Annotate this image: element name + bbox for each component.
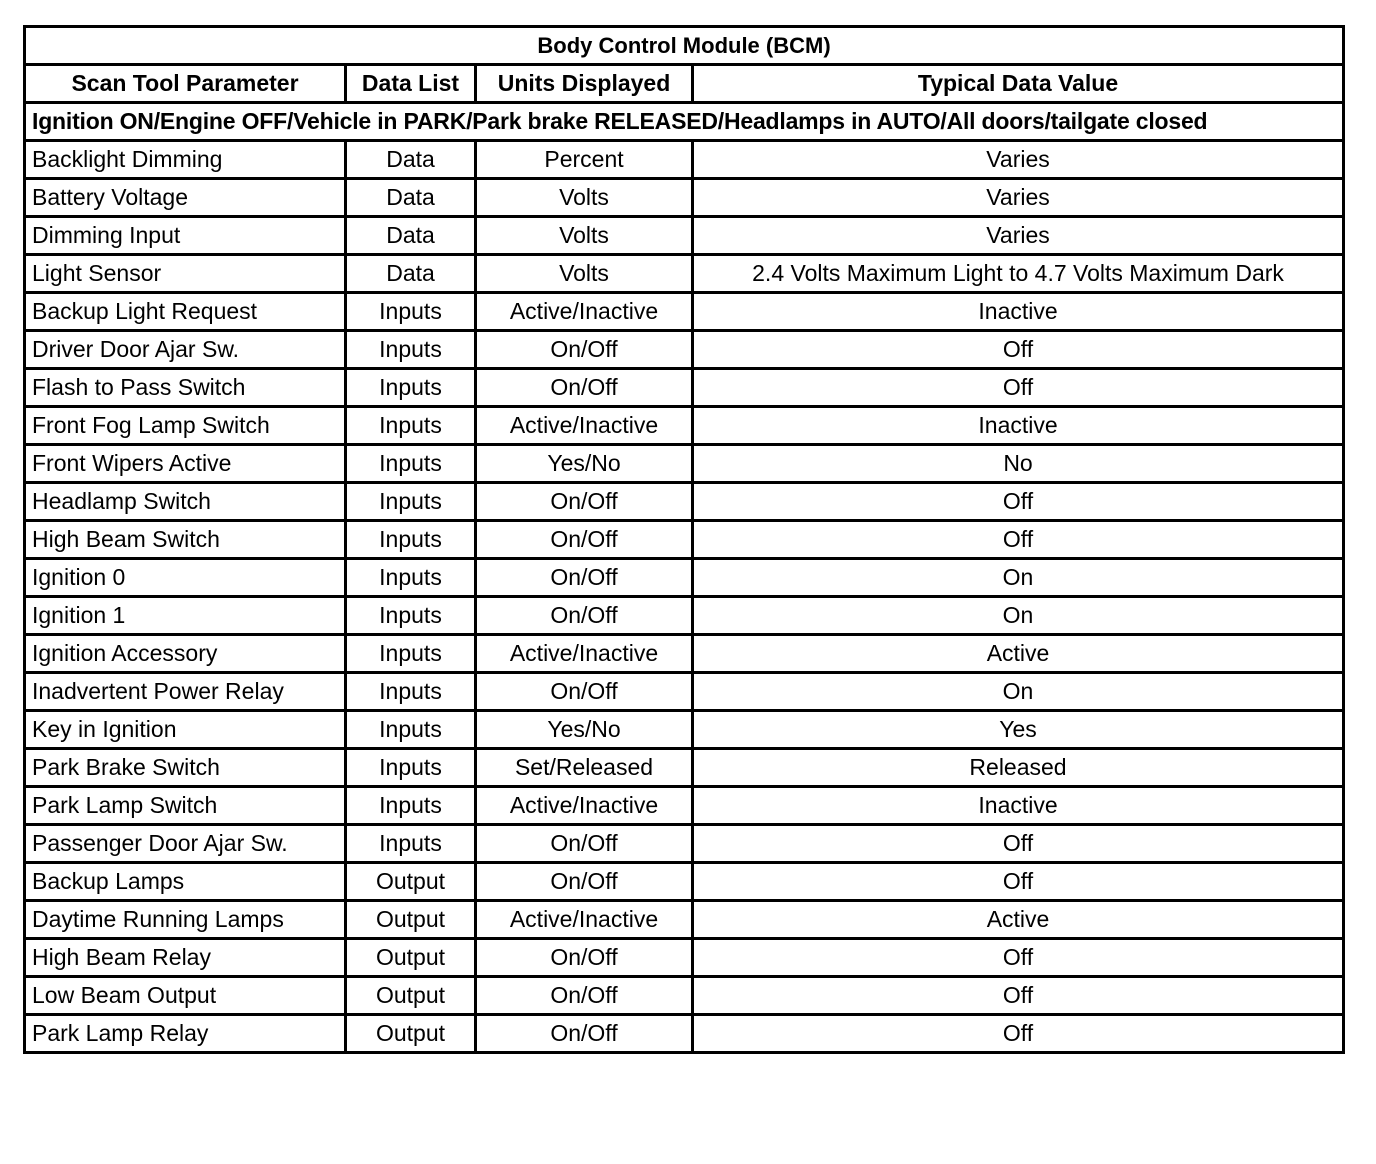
typical-value-cell: Inactive <box>693 407 1344 445</box>
table-row <box>25 293 1344 331</box>
typical-value-cell: Active <box>693 635 1344 673</box>
data-list-cell: Inputs <box>346 483 476 521</box>
units-cell: On/Off <box>476 825 693 863</box>
typical-value-cell: Off <box>693 369 1344 407</box>
test-condition: Ignition ON/Engine OFF/Vehicle in PARK/Park brake RELEASED/Headlamps in AUTO/All doors/tailgate closed <box>25 103 1344 141</box>
table-row <box>25 331 1344 369</box>
table-row <box>25 635 1344 673</box>
units-cell: On/Off <box>476 1015 693 1053</box>
typical-value-cell: No <box>693 445 1344 483</box>
data-list-cell: Inputs <box>346 331 476 369</box>
header-typical-data-value: Typical Data Value <box>693 65 1344 103</box>
table-row <box>25 939 1344 977</box>
parameter-cell: Key in Ignition <box>25 711 346 749</box>
units-cell: On/Off <box>476 559 693 597</box>
table-row <box>25 749 1344 787</box>
header-scan-tool-parameter: Scan Tool Parameter <box>25 65 346 103</box>
table-row <box>25 977 1344 1015</box>
table-row <box>25 445 1344 483</box>
units-cell: On/Off <box>476 673 693 711</box>
typical-value-cell: Off <box>693 1015 1344 1053</box>
data-list-cell: Data <box>346 255 476 293</box>
table-row <box>25 901 1344 939</box>
condition-row <box>25 103 1344 141</box>
units-cell: On/Off <box>476 331 693 369</box>
table-row <box>25 711 1344 749</box>
typical-value-cell: Off <box>693 825 1344 863</box>
table-row <box>25 141 1344 179</box>
table-row <box>25 369 1344 407</box>
parameter-cell: Front Wipers Active <box>25 445 346 483</box>
typical-value-cell: Released <box>693 749 1344 787</box>
typical-value-cell: Off <box>693 331 1344 369</box>
table-row <box>25 255 1344 293</box>
parameter-cell: Battery Voltage <box>25 179 346 217</box>
typical-value-cell: Off <box>693 977 1344 1015</box>
data-list-cell: Inputs <box>346 293 476 331</box>
data-list-cell: Inputs <box>346 597 476 635</box>
typical-value-cell: Off <box>693 863 1344 901</box>
table-row <box>25 863 1344 901</box>
table-title: Body Control Module (BCM) <box>25 27 1344 65</box>
typical-value-cell: On <box>693 597 1344 635</box>
units-cell: On/Off <box>476 521 693 559</box>
data-list-cell: Inputs <box>346 445 476 483</box>
units-cell: On/Off <box>476 863 693 901</box>
data-list-cell: Inputs <box>346 711 476 749</box>
parameter-cell: High Beam Relay <box>25 939 346 977</box>
typical-value-cell: Inactive <box>693 293 1344 331</box>
typical-value-cell: 2.4 Volts Maximum Light to 4.7 Volts Maximum Dark <box>693 255 1344 293</box>
units-cell: On/Off <box>476 369 693 407</box>
table-row <box>25 1015 1344 1053</box>
units-cell: On/Off <box>476 483 693 521</box>
table-row <box>25 559 1344 597</box>
parameter-cell: Headlamp Switch <box>25 483 346 521</box>
units-cell: On/Off <box>476 597 693 635</box>
typical-value-cell: Active <box>693 901 1344 939</box>
data-list-cell: Output <box>346 901 476 939</box>
units-cell: Set/Released <box>476 749 693 787</box>
units-cell: Volts <box>476 179 693 217</box>
data-list-cell: Inputs <box>346 407 476 445</box>
parameter-cell: Backup Lamps <box>25 863 346 901</box>
parameter-cell: Ignition 0 <box>25 559 346 597</box>
table-row <box>25 787 1344 825</box>
parameter-cell: Ignition Accessory <box>25 635 346 673</box>
header-units-displayed: Units Displayed <box>476 65 693 103</box>
units-cell: Active/Inactive <box>476 787 693 825</box>
parameter-cell: Park Brake Switch <box>25 749 346 787</box>
data-list-cell: Data <box>346 179 476 217</box>
parameter-cell: Driver Door Ajar Sw. <box>25 331 346 369</box>
bcm-data-table <box>23 25 1345 1054</box>
table-row <box>25 217 1344 255</box>
table-row <box>25 521 1344 559</box>
typical-value-cell: Off <box>693 483 1344 521</box>
typical-value-cell: Yes <box>693 711 1344 749</box>
parameter-cell: Backup Light Request <box>25 293 346 331</box>
data-list-cell: Inputs <box>346 673 476 711</box>
units-cell: Active/Inactive <box>476 407 693 445</box>
units-cell: Active/Inactive <box>476 293 693 331</box>
data-list-cell: Output <box>346 939 476 977</box>
table-row <box>25 179 1344 217</box>
units-cell: Yes/No <box>476 711 693 749</box>
table-header-row <box>25 65 1344 103</box>
parameter-cell: Front Fog Lamp Switch <box>25 407 346 445</box>
data-list-cell: Data <box>346 141 476 179</box>
parameter-cell: Park Lamp Relay <box>25 1015 346 1053</box>
units-cell: Yes/No <box>476 445 693 483</box>
typical-value-cell: Varies <box>693 179 1344 217</box>
typical-value-cell: On <box>693 673 1344 711</box>
data-list-cell: Inputs <box>346 521 476 559</box>
data-list-cell: Output <box>346 977 476 1015</box>
table-row <box>25 483 1344 521</box>
parameter-cell: Ignition 1 <box>25 597 346 635</box>
typical-value-cell: Varies <box>693 217 1344 255</box>
data-list-cell: Inputs <box>346 825 476 863</box>
units-cell: Percent <box>476 141 693 179</box>
data-list-cell: Inputs <box>346 559 476 597</box>
table-row <box>25 825 1344 863</box>
parameter-cell: Light Sensor <box>25 255 346 293</box>
data-list-cell: Data <box>346 217 476 255</box>
units-cell: Active/Inactive <box>476 635 693 673</box>
parameter-cell: Backlight Dimming <box>25 141 346 179</box>
data-list-cell: Inputs <box>346 369 476 407</box>
parameter-cell: Inadvertent Power Relay <box>25 673 346 711</box>
data-list-cell: Output <box>346 1015 476 1053</box>
units-cell: On/Off <box>476 977 693 1015</box>
units-cell: Volts <box>476 255 693 293</box>
parameter-cell: Flash to Pass Switch <box>25 369 346 407</box>
parameter-cell: Passenger Door Ajar Sw. <box>25 825 346 863</box>
header-data-list: Data List <box>346 65 476 103</box>
table-row <box>25 407 1344 445</box>
typical-value-cell: Off <box>693 939 1344 977</box>
table-row <box>25 673 1344 711</box>
parameter-cell: Low Beam Output <box>25 977 346 1015</box>
table-title-row <box>25 27 1344 65</box>
parameter-cell: Park Lamp Switch <box>25 787 346 825</box>
typical-value-cell: Varies <box>693 141 1344 179</box>
parameter-cell: Daytime Running Lamps <box>25 901 346 939</box>
data-list-cell: Output <box>346 863 476 901</box>
data-list-cell: Inputs <box>346 635 476 673</box>
parameter-cell: High Beam Switch <box>25 521 346 559</box>
units-cell: On/Off <box>476 939 693 977</box>
typical-value-cell: Inactive <box>693 787 1344 825</box>
units-cell: Volts <box>476 217 693 255</box>
data-list-cell: Inputs <box>346 787 476 825</box>
data-list-cell: Inputs <box>346 749 476 787</box>
table-row <box>25 597 1344 635</box>
units-cell: Active/Inactive <box>476 901 693 939</box>
typical-value-cell: On <box>693 559 1344 597</box>
parameter-cell: Dimming Input <box>25 217 346 255</box>
typical-value-cell: Off <box>693 521 1344 559</box>
